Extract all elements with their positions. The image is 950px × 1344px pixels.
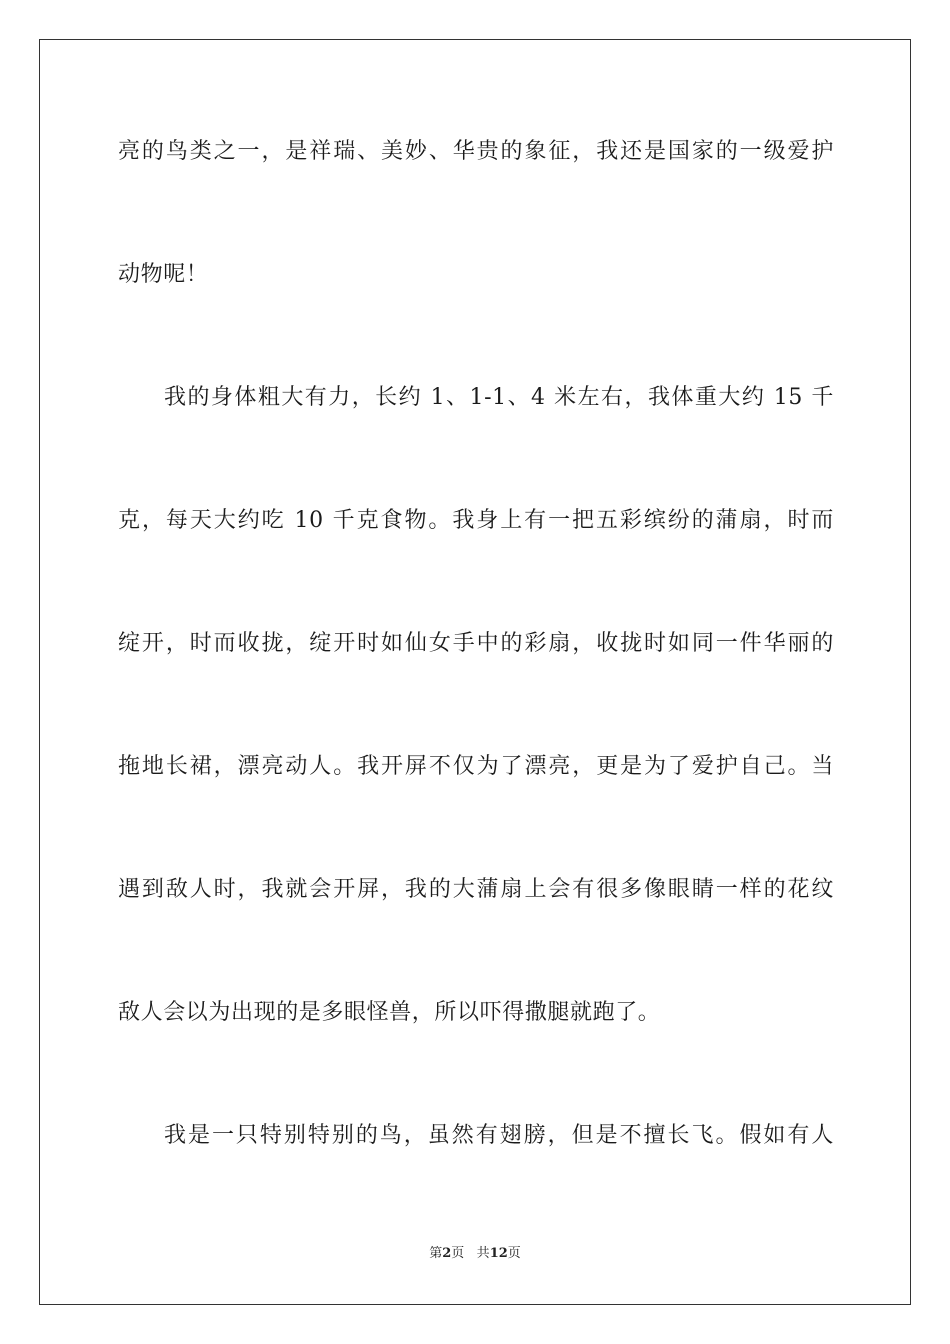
text-line: 敌人会以为出现的是多眼怪兽，所以吓得撒腿就跑了。 bbox=[118, 1000, 661, 1025]
text-line: 动物呢！ bbox=[118, 262, 209, 287]
text-line: 我是一只特别特别的鸟，虽然有翅膀，但是不擅长飞。假如有人 bbox=[164, 1123, 834, 1148]
page-border bbox=[39, 39, 911, 1305]
text-line: 遇到敌人时，我就会开屏，我的大蒲扇上会有很多像眼睛一样的花纹 bbox=[118, 877, 834, 902]
text-line: 克，每天大约吃 10 千克食物。我身上有一把五彩缤纷的蒲扇，时而 bbox=[118, 508, 834, 533]
page-footer bbox=[0, 1245, 950, 1263]
total-unit: 页 bbox=[507, 1246, 521, 1261]
text-line: 我的身体粗大有力，长约 1、1-1、4 米左右，我体重大约 15 千 bbox=[164, 385, 834, 410]
text-line: 亮的鸟类之一，是祥瑞、美妙、华贵的象征，我还是国家的一级爱护 bbox=[118, 139, 834, 164]
text-line: 拖地长裙，漂亮动人。我开屏不仅为了漂亮，更是为了爱护自己。当 bbox=[118, 754, 834, 779]
total-page-count: 12 bbox=[489, 1246, 508, 1261]
page-unit: 页 bbox=[451, 1246, 465, 1261]
current-page-number: 2 bbox=[442, 1246, 452, 1261]
text-line: 绽开，时而收拢，绽开时如仙女手中的彩扇，收拢时如同一件华丽的 bbox=[118, 631, 834, 656]
page-prefix: 第 bbox=[429, 1246, 443, 1261]
total-prefix: 共 bbox=[476, 1246, 490, 1261]
